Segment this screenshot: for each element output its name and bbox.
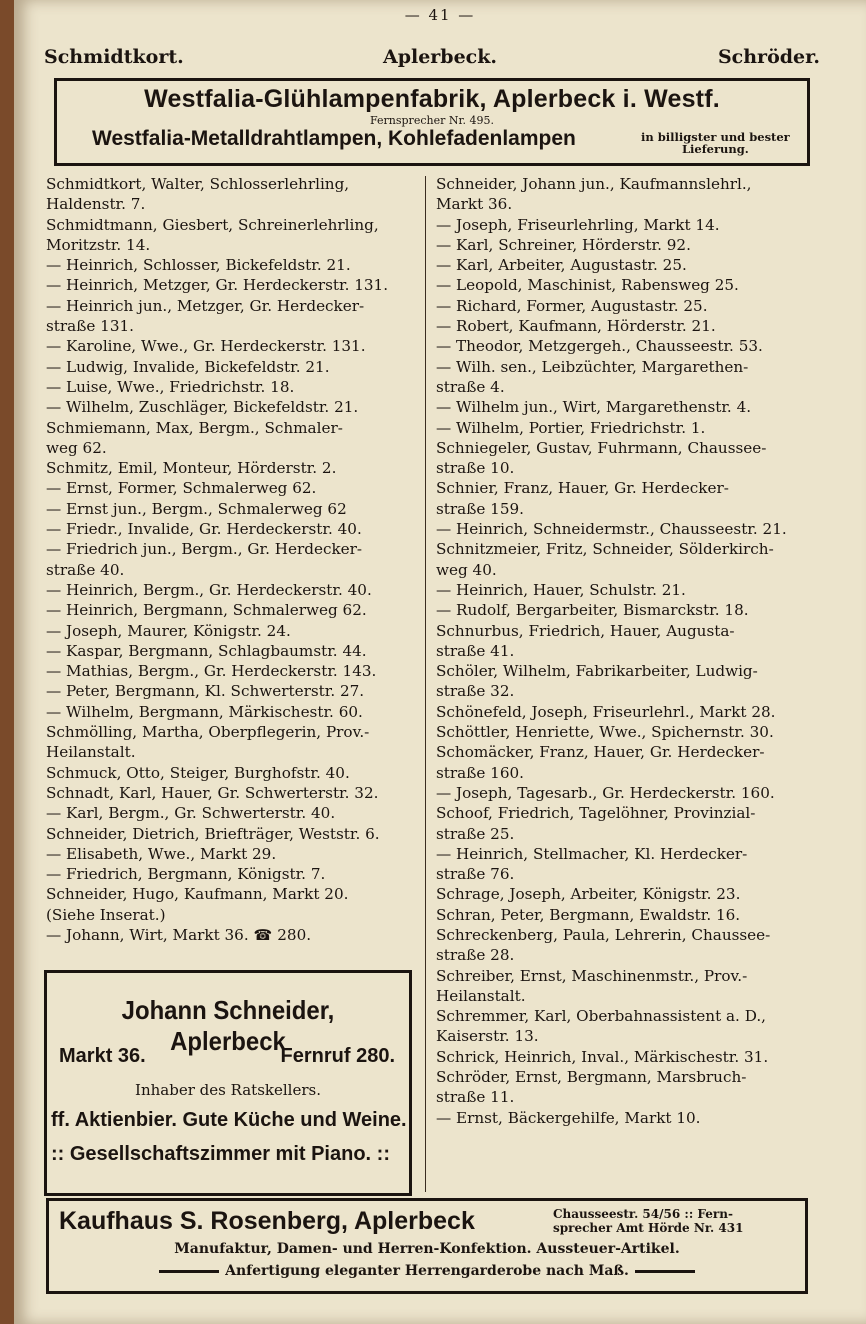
advertisement-schneider	[44, 970, 412, 1196]
directory-entry-line: — Heinrich jun., Metzger, Gr. Herdecker-	[46, 296, 365, 315]
ad-westfalia-note-line: Lieferung.	[681, 142, 749, 156]
ad-westfalia-title: Westfalia-Glühlampenfabrik, Aplerbeck i. Westf.	[144, 85, 720, 113]
directory-entry-line: — Wilhelm, Portier, Friedrichstr. 1.	[436, 418, 706, 437]
directory-entry-line: — Wilhelm, Bergmann, Märkischestr. 60.	[46, 702, 363, 721]
right-column-entries	[436, 174, 816, 1128]
directory-entry-line: — Ernst jun., Bergm., Schmalerweg 62	[46, 499, 347, 518]
directory-entry-line: Schnadt, Karl, Hauer, Gr. Schwerterstr. 32.	[46, 783, 379, 802]
directory-entry-line: straße 160.	[436, 763, 524, 782]
directory-entry-line: — Heinrich, Stellmacher, Kl. Herdecker-	[436, 844, 748, 863]
directory-entry-line: Schöttler, Henriette, Wwe., Spichernstr. 30.	[436, 723, 774, 742]
ad-rosenberg-title: Kaufhaus S. Rosenberg, Aplerbeck	[59, 1207, 475, 1235]
ad-westfalia-products: Westfalia-Metalldrahtlampen, Kohlefadenlampen	[92, 127, 576, 150]
ad-schneider-address: Markt 36.	[59, 1045, 146, 1067]
ad-rosenberg-contact	[553, 1207, 743, 1235]
directory-entry-line: Schnitzmeier, Fritz, Schneider, Sölderkirch-	[436, 540, 774, 559]
directory-entry-line: — Robert, Kaufmann, Hörderstr. 21.	[436, 317, 716, 336]
left-column-entries	[46, 174, 416, 945]
directory-entry-line: — Ernst, Former, Schmalerweg 62.	[46, 479, 317, 498]
directory-entry-line: — Wilh. sen., Leibzüchter, Margarethen-	[436, 357, 749, 376]
directory-entry-line: straße 25.	[436, 824, 515, 843]
advertisement-rosenberg	[46, 1198, 808, 1294]
ad-rosenberg-line1: Manufaktur, Damen- und Herren-Konfektion. Aussteuer-Artikel.	[174, 1241, 680, 1257]
directory-entry-line: Schomäcker, Franz, Hauer, Gr. Herdecker-	[436, 743, 765, 762]
directory-entry-line: Schönefeld, Joseph, Friseurlehrl., Markt 28.	[436, 702, 776, 721]
directory-entry-line: — Heinrich, Metzger, Gr. Herdeckerstr. 131.	[46, 276, 389, 295]
directory-entry-line: straße 41.	[436, 641, 515, 660]
directory-entry-line: Schneider, Johann jun., Kaufmannslehrl.,	[436, 175, 752, 193]
directory-entry-line: Schnurbus, Friedrich, Hauer, Augusta-	[436, 621, 735, 640]
directory-entry-line: — Theodor, Metzgergeh., Chausseestr. 53.	[436, 337, 763, 356]
decorative-rule	[159, 1270, 219, 1273]
directory-entry-line: straße 11.	[436, 1088, 515, 1107]
directory-entry-line: — Ludwig, Invalide, Bickefeldstr. 21.	[46, 357, 330, 376]
directory-entry-line: weg 62.	[46, 438, 107, 457]
directory-entry-line: — Ernst, Bäckergehilfe, Markt 10.	[436, 1108, 701, 1127]
directory-entry-line: — Mathias, Bergm., Gr. Herdeckerstr. 143.	[46, 662, 377, 681]
ad-rosenberg-line2	[49, 1263, 805, 1279]
directory-entry-line: Schmidtmann, Giesbert, Schreinerlehrling,	[46, 215, 379, 234]
directory-entry-line: — Friedrich jun., Bergm., Gr. Herdecker-	[46, 540, 363, 559]
directory-entry-line: — Wilhelm, Zuschläger, Bickefeldstr. 21.	[46, 398, 359, 417]
directory-entry-line: Moritzstr. 14.	[46, 235, 151, 254]
directory-entry-line: Schneider, Hugo, Kaufmann, Markt 20.	[46, 885, 349, 904]
directory-entry-line: straße 32.	[436, 682, 515, 701]
ad-westfalia-note	[641, 131, 790, 155]
running-head-right: Schröder.	[717, 46, 820, 68]
directory-entry-line: — Wilhelm jun., Wirt, Margarethenstr. 4.	[436, 398, 752, 417]
directory-entry-line: — Heinrich, Hauer, Schulstr. 21.	[436, 580, 686, 599]
directory-entry-line: straße 10.	[436, 459, 515, 478]
directory-entry-line: — Richard, Former, Augustastr. 25.	[436, 296, 708, 315]
ad-westfalia-phone: Fernsprecher Nr. 495.	[369, 114, 494, 127]
directory-entry-line: — Elisabeth, Wwe., Markt 29.	[46, 844, 277, 863]
directory-entry-line: Schmidtkort, Walter, Schlosserlehrling,	[46, 175, 350, 193]
directory-entry-line: Schmiemann, Max, Bergm., Schmaler-	[46, 418, 343, 437]
ad-schneider-owner: Inhaber des Ratskellers.	[135, 1081, 321, 1099]
directory-entry-line: — Karl, Bergm., Gr. Schwerterstr. 40.	[46, 804, 336, 823]
directory-entry-line: Schnier, Franz, Hauer, Gr. Herdecker-	[436, 479, 729, 498]
ad-rosenberg-contact-line: sprecher Amt Hörde Nr. 431	[553, 1221, 744, 1235]
directory-entry-line: weg 40.	[436, 560, 497, 579]
directory-entry-line: straße 28.	[436, 946, 515, 965]
directory-entry-line: — Heinrich, Schlosser, Bickefeldstr. 21.	[46, 256, 351, 275]
directory-entry-line: Kaiserstr. 13.	[436, 1027, 539, 1046]
directory-entry-line: straße 131.	[46, 317, 134, 336]
directory-entry-line: — Joseph, Maurer, Königstr. 24.	[46, 621, 291, 640]
directory-entry-line: Markt 36.	[436, 195, 513, 214]
directory-entry-line: Schoof, Friedrich, Tagelöhner, Provinzial-	[436, 804, 756, 823]
directory-entry-line: straße 159.	[436, 499, 524, 518]
directory-entry-line: — Heinrich, Bergm., Gr. Herdeckerstr. 40.	[46, 580, 372, 599]
page-number: — 41 —	[404, 6, 476, 24]
ad-westfalia-note-line: in billigster und bester	[641, 130, 790, 144]
advertisement-westfalia	[54, 78, 810, 166]
decorative-rule	[635, 1270, 695, 1273]
column-divider	[425, 176, 426, 1192]
directory-entry-line: — Karl, Arbeiter, Augustastr. 25.	[436, 256, 687, 275]
directory-entry-line: — Karl, Schreiner, Hörderstr. 92.	[436, 235, 691, 254]
directory-entry-line: Schremmer, Karl, Oberbahnassistent a. D.,	[436, 1007, 767, 1026]
directory-entry-line: Schrick, Heinrich, Inval., Märkischestr. 31.	[436, 1047, 769, 1066]
directory-entry-line: — Friedr., Invalide, Gr. Herdeckerstr. 40.	[46, 520, 362, 539]
directory-entry-line: Schreckenberg, Paula, Lehrerin, Chaussee-	[436, 925, 771, 944]
directory-entry-line: Heilanstalt.	[46, 743, 136, 762]
directory-entry-line: Schneider, Dietrich, Briefträger, Weststr. 6.	[46, 824, 380, 843]
directory-entry-line: — Joseph, Friseurlehrling, Markt 14.	[436, 215, 720, 234]
directory-entry-line: Haldenstr. 7.	[46, 195, 146, 214]
running-head-left: Schmidtkort.	[44, 46, 184, 68]
directory-entry-line: — Heinrich, Bergmann, Schmalerweg 62.	[46, 601, 367, 620]
ad-schneider-phone: Fernruf 280.	[280, 1045, 395, 1067]
ad-rosenberg-contact-line: Chausseestr. 54/56 :: Fern-	[553, 1207, 733, 1221]
directory-entry-line: Schniegeler, Gustav, Fuhrmann, Chaussee-	[436, 438, 767, 457]
directory-entry-line: — Karoline, Wwe., Gr. Herdeckerstr. 131.	[46, 337, 366, 356]
directory-entry-line: Schmölling, Martha, Oberpflegerin, Prov.-	[46, 723, 370, 742]
directory-entry-line: — Joseph, Tagesarb., Gr. Herdeckerstr. 160.	[436, 783, 775, 802]
directory-entry-line: — Leopold, Maschinist, Rabensweg 25.	[436, 276, 739, 295]
directory-entry-line: — Friedrich, Bergmann, Königstr. 7.	[46, 865, 326, 884]
directory-entry-line: Schmitz, Emil, Monteur, Hörderstr. 2.	[46, 459, 337, 478]
directory-entry-line: — Heinrich, Schneidermstr., Chausseestr. 21.	[436, 520, 787, 539]
directory-entry-line: — Peter, Bergmann, Kl. Schwerterstr. 27.	[46, 682, 365, 701]
directory-entry-line: — Rudolf, Bergarbeiter, Bismarckstr. 18.	[436, 601, 749, 620]
ad-rosenberg-line2-text: Anfertigung eleganter Herrengarderobe nach Maß.	[225, 1263, 629, 1279]
directory-entry-line: — Luise, Wwe., Friedrichstr. 18.	[46, 377, 295, 396]
directory-entry-line: straße 76.	[436, 865, 515, 884]
ad-schneider-line1: ff. Aktienbier. Gute Küche und Weine.	[51, 1109, 407, 1131]
directory-entry-line: Schöler, Wilhelm, Fabrikarbeiter, Ludwig-	[436, 662, 758, 681]
directory-entry-line: (Siehe Inserat.)	[46, 905, 166, 924]
directory-entry-line: straße 4.	[436, 377, 505, 396]
directory-entry-line: Heilanstalt.	[436, 986, 526, 1005]
directory-entry-line: — Kaspar, Bergmann, Schlagbaumstr. 44.	[46, 641, 367, 660]
directory-entry-line: Schrage, Joseph, Arbeiter, Königstr. 23.	[436, 885, 741, 904]
ad-schneider-line2: :: Gesellschaftszimmer mit Piano. ::	[51, 1143, 390, 1165]
running-head-center: Aplerbeck.	[382, 46, 498, 68]
ad-schneider-title: Johann Schneider, Aplerbeck	[121, 995, 335, 1056]
directory-page	[14, 0, 866, 1324]
directory-entry-line: — Johann, Wirt, Markt 36. ☎ 280.	[46, 925, 312, 944]
directory-entry-line: Schran, Peter, Bergmann, Ewaldstr. 16.	[436, 905, 741, 924]
directory-entry-line: Schröder, Ernst, Bergmann, Marsbruch-	[436, 1068, 747, 1087]
directory-entry-line: Schmuck, Otto, Steiger, Burghofstr. 40.	[46, 763, 350, 782]
directory-entry-line: Schreiber, Ernst, Maschinenmstr., Prov.-	[436, 966, 748, 985]
directory-entry-line: straße 40.	[46, 560, 125, 579]
